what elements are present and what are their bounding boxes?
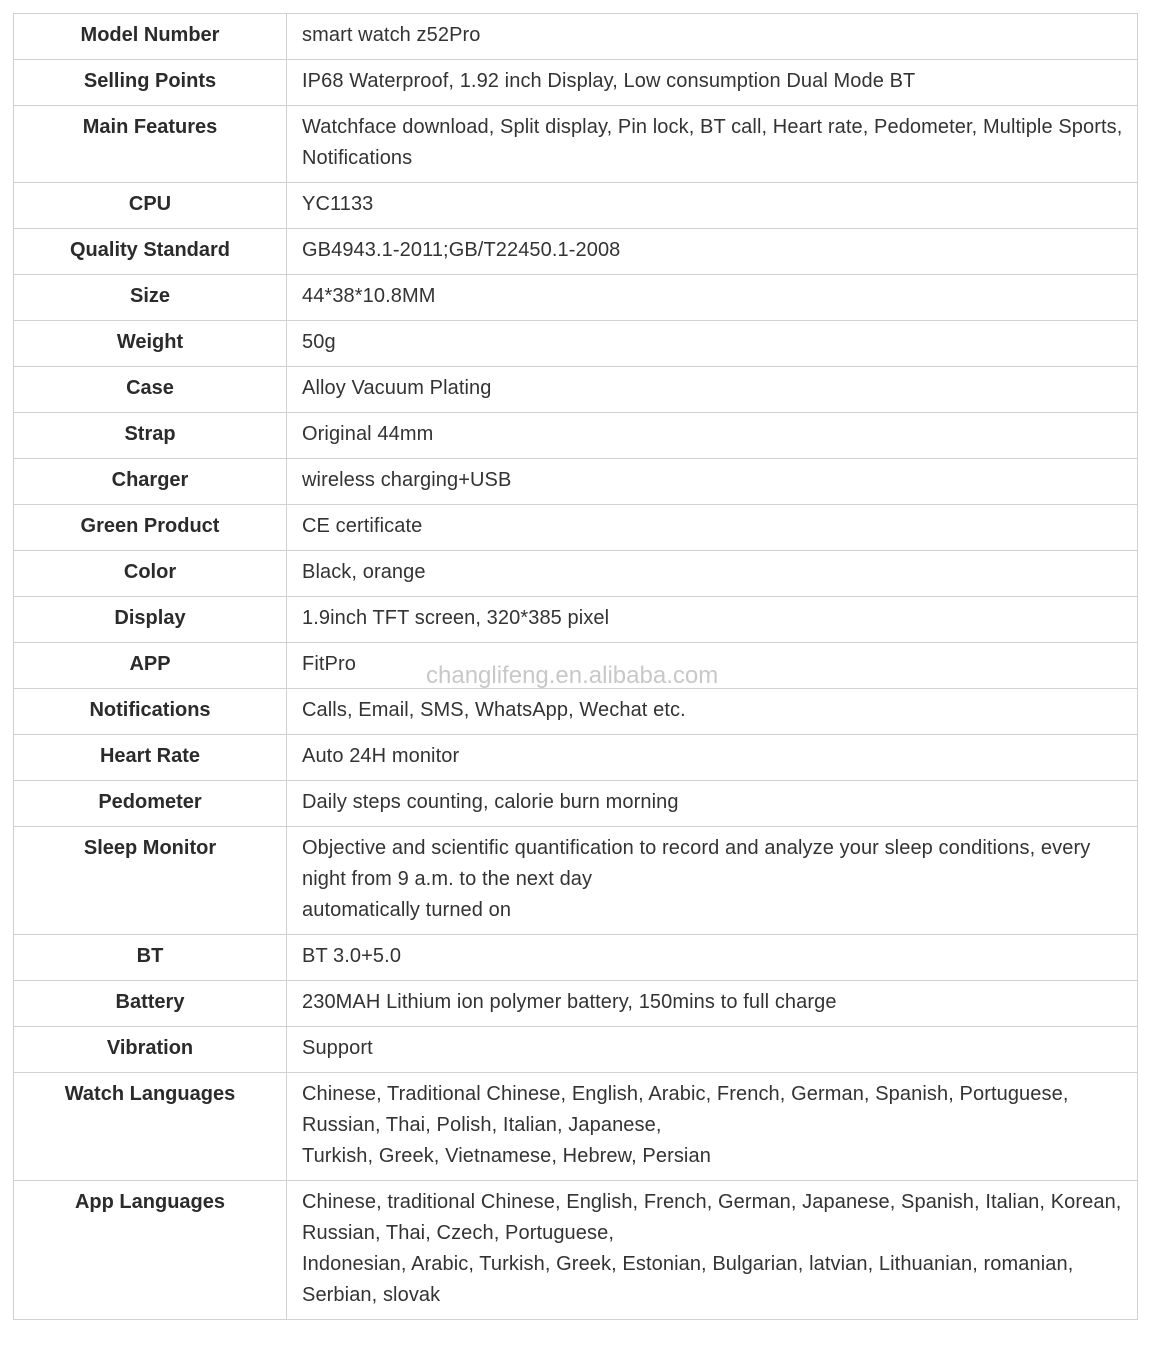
spec-row — [14, 459, 1138, 505]
spec-value — [287, 735, 1138, 781]
spec-value-line: wireless charging+USB — [302, 469, 512, 491]
spec-value-line: Indonesian, Arabic, Turkish, Greek, Estonian, Bulgarian, latvian, Lithuanian, romanian, Serbian, slovak — [302, 1253, 1074, 1306]
spec-value — [287, 1027, 1138, 1073]
spec-label: Notifications — [14, 689, 287, 735]
spec-value-line: Watchface download, Split display, Pin lock, BT call, Heart rate, Pedometer, Multiple Sports, Notifications — [302, 116, 1123, 169]
spec-value — [287, 14, 1138, 60]
spec-row — [14, 597, 1138, 643]
spec-value — [287, 827, 1138, 935]
spec-value-line: BT 3.0+5.0 — [302, 945, 402, 967]
spec-label: Sleep Monitor — [14, 827, 287, 935]
spec-value — [287, 597, 1138, 643]
spec-label: Watch Languages — [14, 1073, 287, 1181]
spec-row — [14, 1027, 1138, 1073]
watermark-text: changlifeng.en.alibaba.com — [426, 662, 719, 689]
spec-value-line: Auto 24H monitor — [302, 745, 460, 767]
spec-value-line: Objective and scientific quantification to record and analyze your sleep conditions, every night from 9 a.m. to the next day — [302, 837, 1091, 890]
spec-value — [287, 275, 1138, 321]
spec-value — [287, 1073, 1138, 1181]
spec-label: Vibration — [14, 1027, 287, 1073]
spec-value — [287, 781, 1138, 827]
spec-row — [14, 1073, 1138, 1181]
spec-value-line: FitPro — [302, 653, 356, 675]
spec-value — [287, 106, 1138, 183]
spec-label: CPU — [14, 183, 287, 229]
spec-value-line: smart watch z52Pro — [302, 24, 481, 46]
spec-value-line: Black, orange — [302, 561, 426, 583]
spec-value-line: GB4943.1-2011;GB/T22450.1-2008 — [302, 239, 621, 261]
spec-row — [14, 106, 1138, 183]
spec-value — [287, 689, 1138, 735]
spec-row — [14, 321, 1138, 367]
spec-value — [287, 505, 1138, 551]
spec-value-line: Chinese, traditional Chinese, English, French, German, Japanese, Spanish, Italian, Korean, Russian, Thai, Czech, Portuguese, — [302, 1191, 1122, 1244]
spec-label: Model Number — [14, 14, 287, 60]
spec-value — [287, 1181, 1138, 1320]
spec-value-line: automatically turned on — [302, 899, 512, 921]
spec-row — [14, 827, 1138, 935]
spec-row — [14, 367, 1138, 413]
spec-row — [14, 643, 1138, 689]
spec-row — [14, 735, 1138, 781]
spec-label: Pedometer — [14, 781, 287, 827]
spec-row — [14, 505, 1138, 551]
spec-row — [14, 229, 1138, 275]
spec-label: Weight — [14, 321, 287, 367]
spec-value — [287, 551, 1138, 597]
spec-value-line: Turkish, Greek, Vietnamese, Hebrew, Persian — [302, 1145, 711, 1167]
spec-value-line: Support — [302, 1037, 373, 1059]
spec-label: Quality Standard — [14, 229, 287, 275]
spec-value-line: 230MAH Lithium ion polymer battery, 150mins to full charge — [302, 991, 837, 1013]
spec-value-line: Original 44mm — [302, 423, 434, 445]
spec-label: BT — [14, 935, 287, 981]
spec-value-line: 50g — [302, 331, 336, 353]
spec-value-line: Alloy Vacuum Plating — [302, 377, 492, 399]
spec-value — [287, 459, 1138, 505]
spec-label: APP — [14, 643, 287, 689]
spec-value-line: YC1133 — [302, 193, 374, 215]
spec-row — [14, 60, 1138, 106]
spec-value — [287, 413, 1138, 459]
spec-label: App Languages — [14, 1181, 287, 1320]
spec-row — [14, 551, 1138, 597]
spec-label: Strap — [14, 413, 287, 459]
spec-value-line: Chinese, Traditional Chinese, English, Arabic, French, German, Spanish, Portuguese, Russian, Thai, Polish, Italian, Japanese, — [302, 1083, 1069, 1136]
spec-label: Battery — [14, 981, 287, 1027]
spec-row — [14, 935, 1138, 981]
spec-row — [14, 981, 1138, 1027]
spec-label: Display — [14, 597, 287, 643]
spec-label: Green Product — [14, 505, 287, 551]
spec-value — [287, 60, 1138, 106]
spec-row — [14, 413, 1138, 459]
spec-label: Case — [14, 367, 287, 413]
spec-row — [14, 689, 1138, 735]
spec-label: Color — [14, 551, 287, 597]
spec-value — [287, 981, 1138, 1027]
spec-value — [287, 643, 1138, 689]
spec-value — [287, 367, 1138, 413]
spec-value — [287, 183, 1138, 229]
spec-value-line: 44*38*10.8MM — [302, 285, 436, 307]
spec-table — [13, 13, 1138, 1320]
spec-value-line: 1.9inch TFT screen, 320*385 pixel — [302, 607, 610, 629]
spec-label: Heart Rate — [14, 735, 287, 781]
spec-value-line: IP68 Waterproof, 1.92 inch Display, Low consumption Dual Mode BT — [302, 70, 916, 92]
spec-value-line: Daily steps counting, calorie burn morning — [302, 791, 679, 813]
spec-label: Size — [14, 275, 287, 321]
spec-row — [14, 781, 1138, 827]
spec-value-line: CE certificate — [302, 515, 423, 537]
spec-value — [287, 321, 1138, 367]
spec-row — [14, 275, 1138, 321]
spec-table-body — [14, 14, 1138, 1320]
spec-label: Main Features — [14, 106, 287, 183]
spec-value-line: Calls, Email, SMS, WhatsApp, Wechat etc. — [302, 699, 686, 721]
spec-row — [14, 1181, 1138, 1320]
spec-label: Selling Points — [14, 60, 287, 106]
spec-label: Charger — [14, 459, 287, 505]
spec-value — [287, 935, 1138, 981]
spec-row — [14, 14, 1138, 60]
spec-row — [14, 183, 1138, 229]
spec-value — [287, 229, 1138, 275]
